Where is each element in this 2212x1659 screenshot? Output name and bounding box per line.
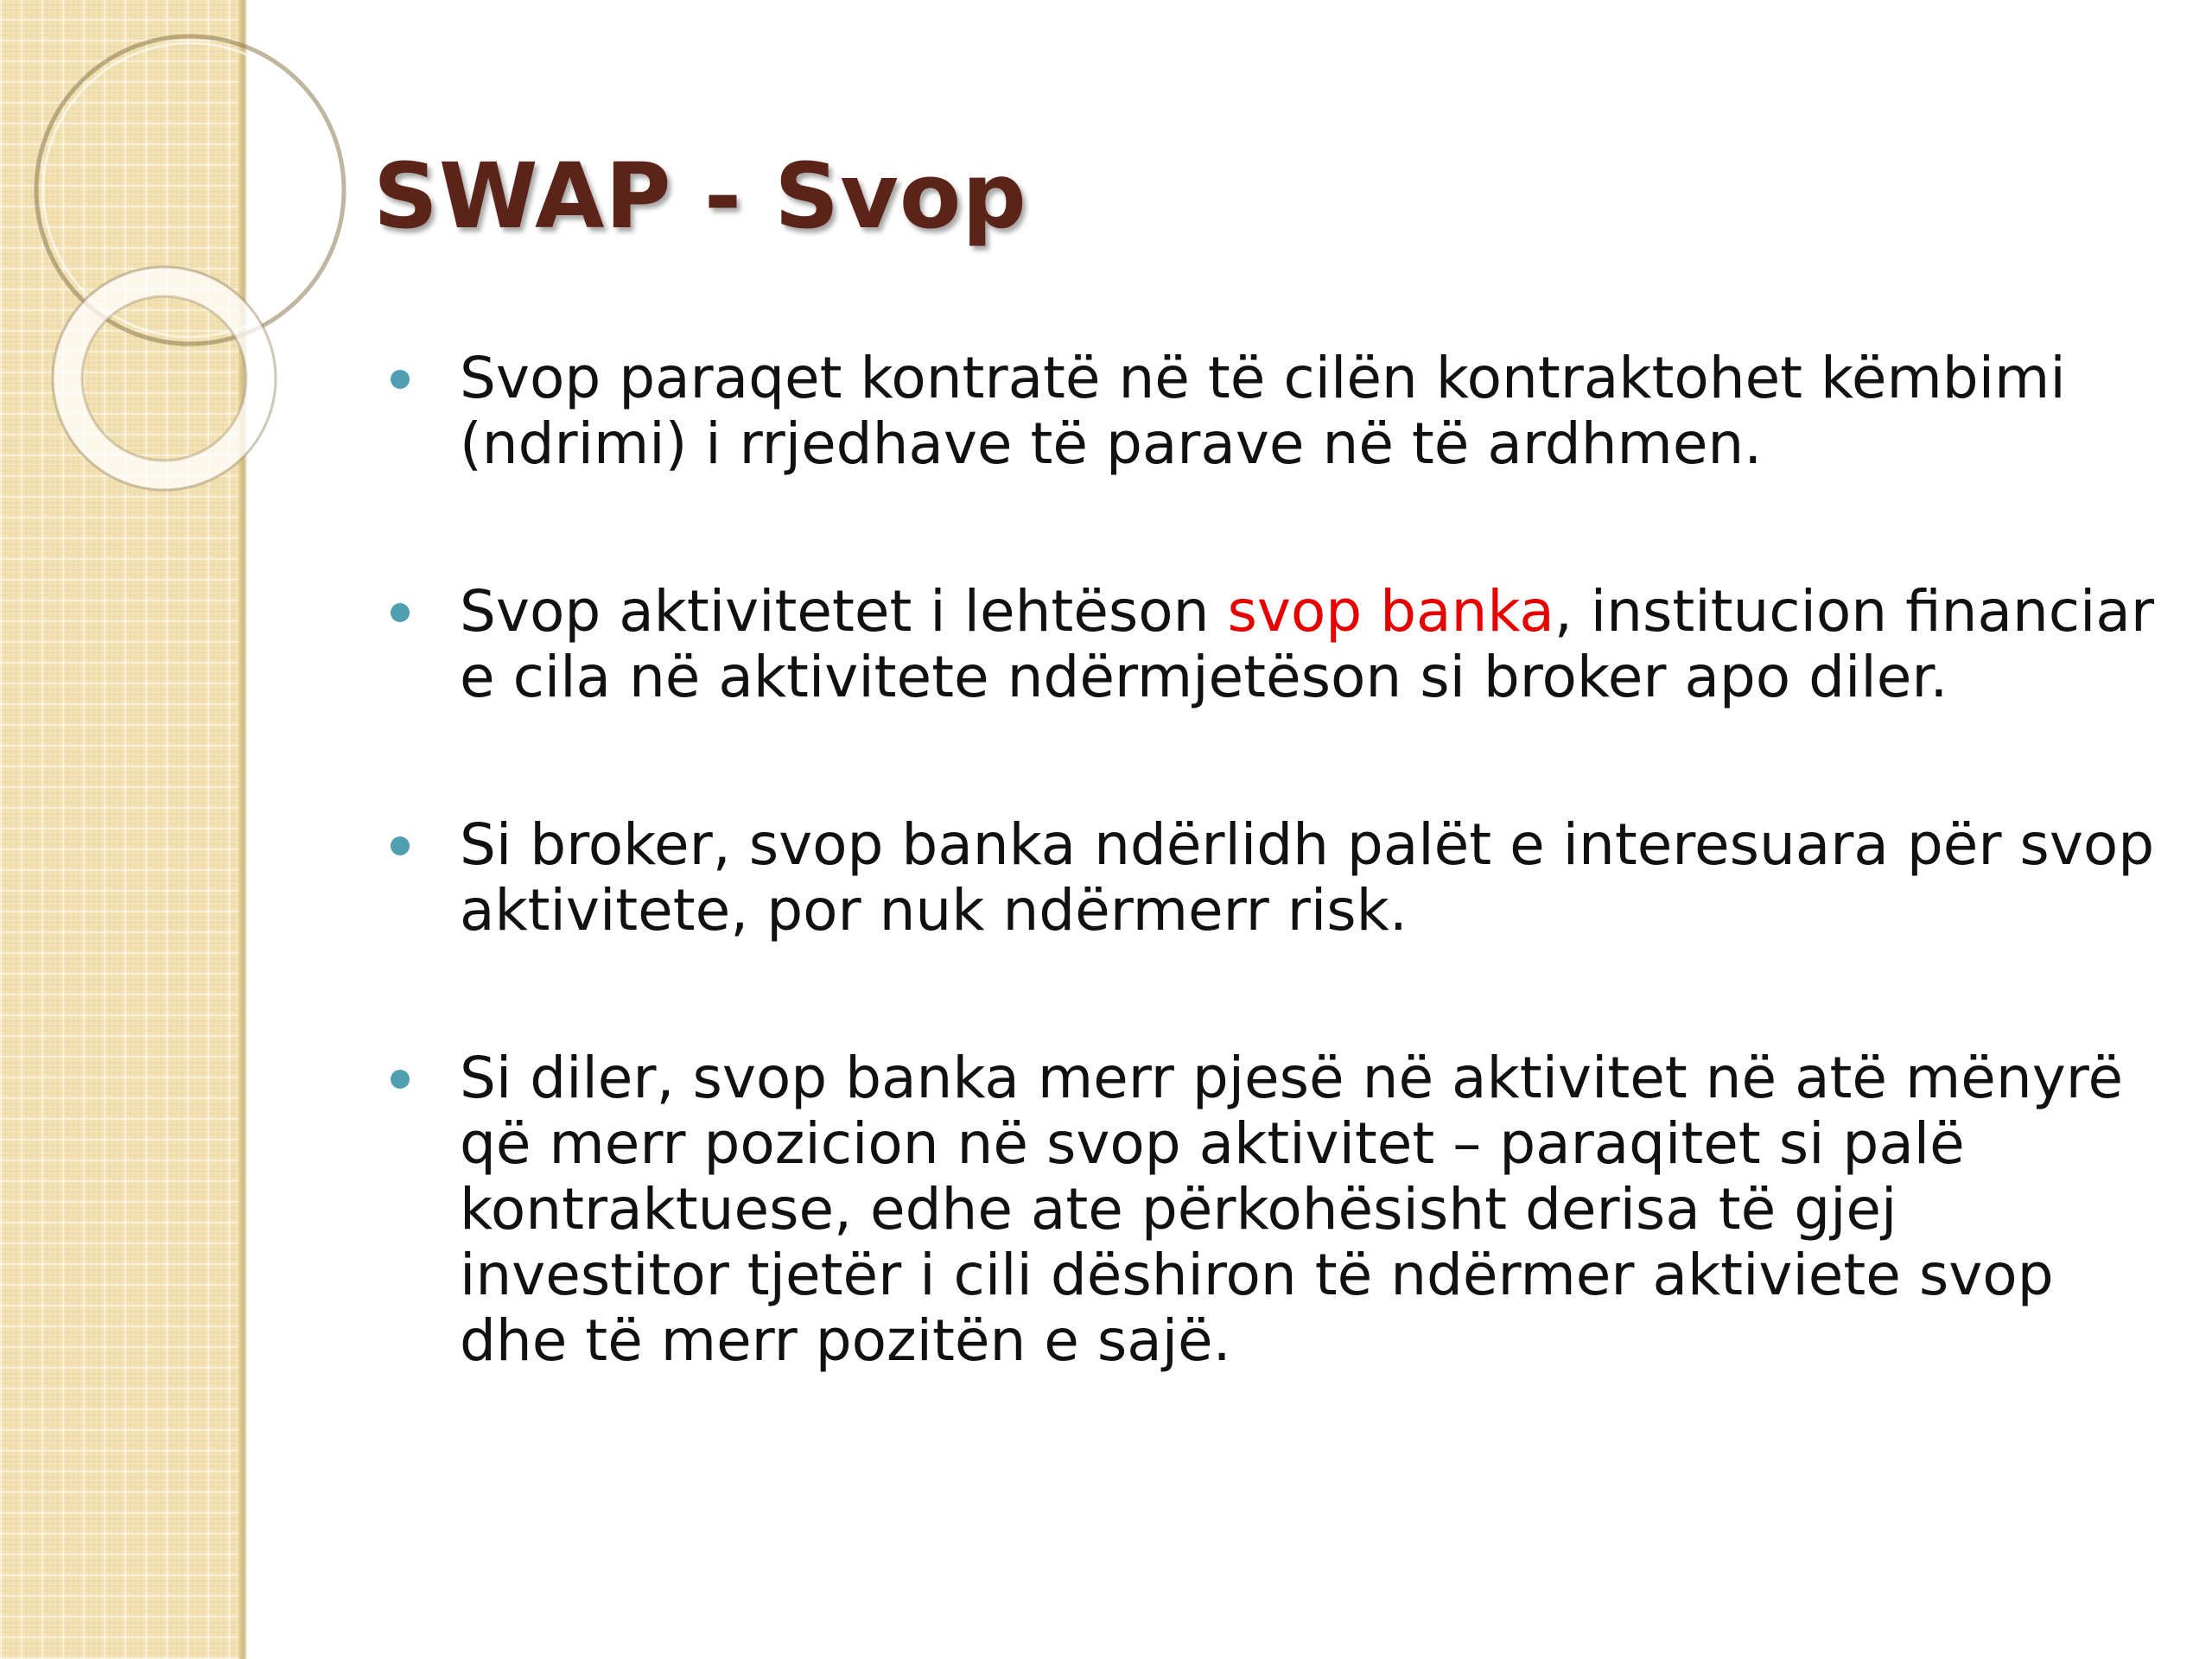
bullet-text: Si diler, svop banka merr pjesë në aktivitet në atë mënyrë që merr pozicion në svop aktivitet – paraqitet si palë kontraktuese, edhe ate përkohësisht derisa të gjej investitor tjetër i cili dëshiron të ndërmer aktiviete svop dhe të merr pozitën e sajë. — [460, 1045, 2124, 1374]
bullet-text: Svop paraqet kontratë në të cilën kontraktohet këmbimi (ndrimi) i rrjedhave të parave në të ardhmen. — [460, 345, 2066, 477]
bullet-item-1 — [387, 346, 2167, 477]
highlighted-term: svop banka — [1227, 578, 1554, 645]
bullet-item-2 — [387, 579, 2167, 710]
slide-title: SWAP - Svop — [373, 143, 1027, 249]
bullet-dot-icon — [391, 603, 410, 622]
bullet-item-4 — [387, 1046, 2167, 1374]
bullet-dot-icon — [391, 836, 410, 855]
bullet-text: Si broker, svop banka ndërlidh palët e interesuara për svop aktivitete, por nuk ndërmerr risk. — [460, 811, 2155, 944]
bullet-text-before: Svop aktivitetet i lehtëson — [460, 578, 1228, 645]
bullet-list — [387, 346, 2167, 1476]
bullet-dot-icon — [391, 1070, 410, 1089]
bullet-item-3 — [387, 812, 2167, 944]
bullet-dot-icon — [391, 370, 410, 389]
bullet-text-after: , institucion financiar e cila në aktivitete ndërmjetëson si broker apo diler. — [460, 578, 2154, 710]
decorative-rings — [0, 0, 363, 553]
